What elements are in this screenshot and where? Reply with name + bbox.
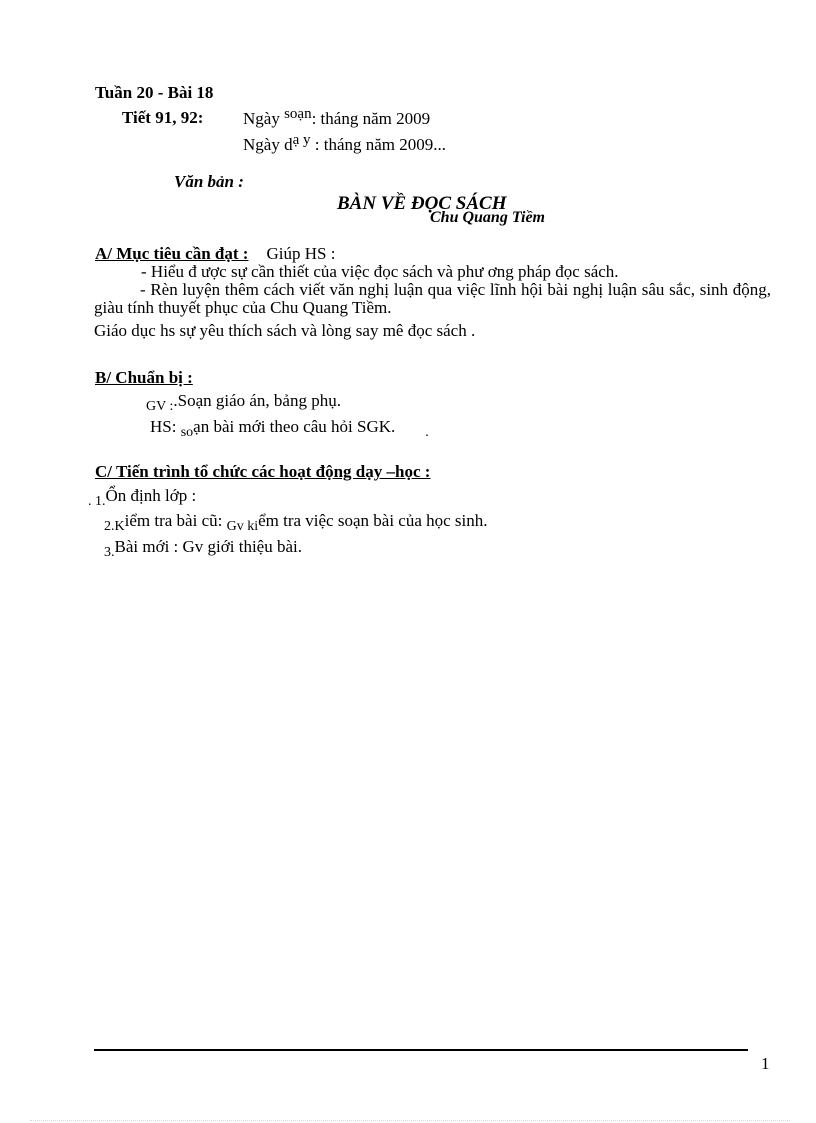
step-3-text: Bài mới : Gv giới thiệu bài. — [114, 537, 302, 556]
prep-date-label: Ngày — [243, 109, 285, 128]
objective-1: - Hiểu đ ược sự cần thiết của việc đọc sách và phư ơng pháp đọc sách. — [141, 262, 619, 281]
page-edge-dots — [30, 1120, 790, 1121]
prep-teacher-text: .Soạn giáo án, bảng phụ. — [173, 391, 341, 410]
prep-teacher-label: GV : — [146, 399, 174, 414]
page-number: 1 — [761, 1054, 770, 1073]
step-1-number: . 1. — [88, 494, 106, 509]
author-name: Chu Quang Tiềm — [430, 209, 545, 226]
prep-date-value: : tháng năm 2009 — [311, 109, 431, 128]
section-a-lead: Giúp HS : — [266, 244, 336, 263]
week-lesson-heading: Tuần 20 - Bài 18 — [95, 83, 214, 102]
step-1 — [88, 486, 197, 509]
text-type-label: Văn bản : — [174, 172, 244, 191]
prep-date-word: soạn — [284, 106, 312, 122]
period-label: Tiết 91, 92: — [122, 108, 204, 127]
step-2-number: 2.K — [104, 519, 125, 534]
footer-rule — [94, 1049, 748, 1051]
section-c-heading — [95, 463, 430, 480]
objective-3: Giáo dục hs sự yêu thích sách và lòng say mê đọc sách . — [94, 321, 476, 340]
section-b-heading: B/ Chuẩn bị : — [95, 368, 193, 387]
prep-student-text: ạn bài mới theo câu hỏi SGK. — [193, 417, 396, 436]
prep-student-label: HS: — [150, 417, 181, 436]
prep-date-line — [243, 106, 431, 128]
document-title: BÀN VỀ ĐỌC SÁCH — [337, 193, 507, 214]
section-c-heading-text: C/ Tiến trình tổ chức các hoạt động dạy –học : — [95, 462, 431, 481]
teach-date-word: ạ y — [292, 132, 311, 148]
teach-date-label: Ngày d — [243, 135, 293, 154]
step-2-text: ểm tra việc soạn bài của học sinh. — [258, 511, 488, 530]
teach-date-value: : tháng năm 2009... — [310, 135, 447, 154]
objective-2: - Rèn luyện thêm cách viết văn nghị luận qua việc lĩnh hội bài nghị luận sâu sắc, sinh động, giàu tính thuyết phục của Chu Quang Tiềm. — [94, 280, 771, 317]
prep-teacher-line — [146, 391, 341, 414]
step-3 — [104, 537, 302, 560]
prep-student-dot: . — [425, 425, 429, 440]
step-3-number: 3. — [104, 545, 115, 560]
prep-student-fragment: so — [180, 425, 194, 440]
teach-date-line — [243, 132, 447, 154]
step-1-text: Ổn định lớp : — [105, 486, 197, 505]
prep-student-line — [150, 417, 429, 440]
section-a-line — [95, 245, 335, 262]
step-2-label: iểm tra bài cũ: — [124, 511, 227, 530]
step-2-teacher: Gv ki — [226, 519, 259, 534]
section-a-heading: A/ Mục tiêu cần đạt : — [95, 244, 249, 263]
step-2 — [104, 511, 488, 534]
